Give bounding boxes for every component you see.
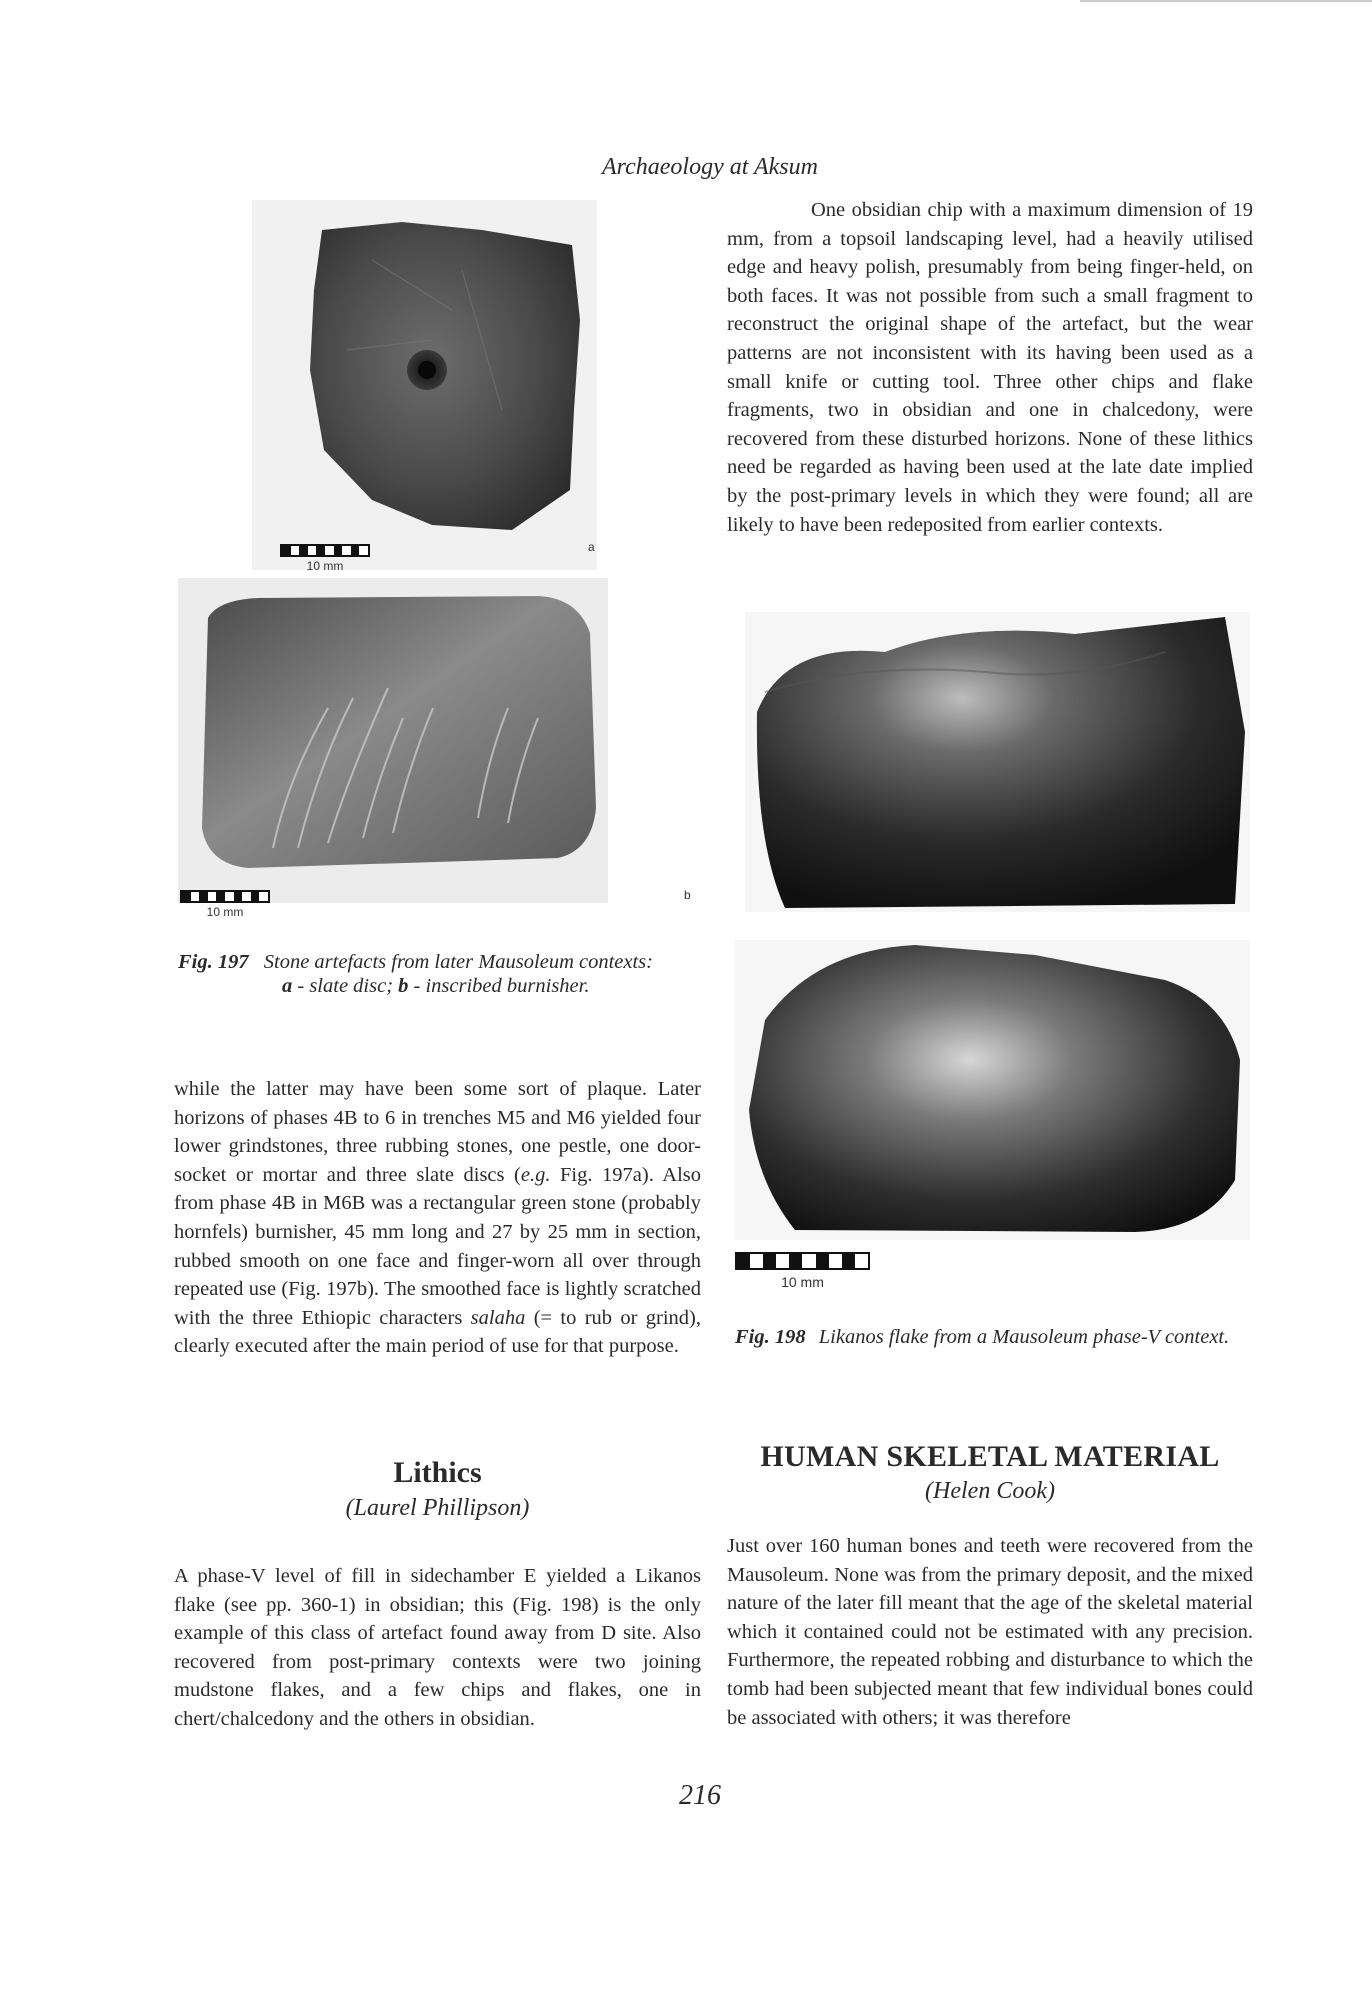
left-column-body — [174, 1075, 701, 1361]
top-rule — [1080, 0, 1372, 2]
photo-b-letter: b — [684, 888, 691, 902]
lithics-paragraph: A phase-V level of fill in sidechamber E yielded a Likanos flake (see pp. 360-1) in obsidian; this (Fig. 198) is the only example of this class of artefact found away from D site. Also recovered from post-primary contexts were two joining mudstone flakes, and a few chips and flakes, one in chert/chalcedony and the others in obsidian. — [174, 1565, 701, 1730]
photo-likanos-flake-bottom — [735, 940, 1250, 1240]
running-head: Archaeology at Aksum — [602, 154, 818, 180]
caption-a-letter: a — [282, 975, 293, 997]
caption-a-text: - slate disc; — [297, 975, 394, 997]
figure-197-number: Fig. 197 — [178, 951, 249, 973]
flake-top-image — [745, 612, 1250, 912]
lithics-heading: Lithics — [393, 1456, 482, 1489]
top-right-paragraph: One obsidian chip with a maximum dimension of 19 mm, from a topsoil landscaping level, had a heavily utilised edge and heavy polish, presumably from being finger-held, on both faces. It was not possible from such a small fragment to reconstruct the original shape of the artefact, but the wear patterns are not inconsistent with its having been used as a small knife or cutting tool. Three other chips and flake fragments, two in obsidian and one in chalcedony, were recovered from these disturbed horizons. None of these lithics need be regarded as having been used at the late date implied by the post-primary levels in which they were found; all are likely to have been redeposited from earlier contexts. — [727, 199, 1253, 536]
left-body-paragraph — [174, 1075, 701, 1361]
scale-bar-graphic — [180, 890, 270, 903]
figure-197-caption-text: Stone artefacts from later Mausoleum contexts: — [263, 951, 653, 973]
figure-198-number: Fig. 198 — [735, 1326, 806, 1348]
left-body-eg: e.g. — [520, 1163, 551, 1186]
scale-bar-a — [280, 544, 370, 573]
burnisher-image — [178, 578, 608, 903]
caption-b-text: - inscribed burnisher. — [413, 975, 590, 997]
photo-slate-disc — [252, 200, 597, 570]
left-body-text-1: while the latter may have been some sort of plaque. Later horizons of phases 4B to 6 in trenches M5 and M6 yielded four lower grindstones, three rubbing stones, one pestle, one door-socket or mortar and three slate discs ( — [174, 1078, 701, 1186]
left-body-text-2: Fig. 197a). Also from phase 4B in M6B was a rectangular green stone (probably hornfels) burnisher, 45 mm long and 27 by 25 mm in section, rubbed smooth on one face and finger-worn all over through repeated use (Fig. 197b). The smoothed face is lightly scratched with the three Ethiopic characters — [174, 1163, 701, 1329]
skeletal-body — [727, 1532, 1253, 1732]
scale-label-a: 10 mm — [306, 559, 344, 573]
figure-197-caption-continuation — [178, 974, 698, 998]
photo-inscribed-burnisher — [178, 578, 608, 903]
skeletal-author: (Helen Cook) — [925, 1478, 1055, 1504]
photo-a-letter: a — [588, 540, 595, 554]
caption-b-letter: b — [398, 975, 409, 997]
skeletal-paragraph: Just over 160 human bones and teeth were recovered from the Mausoleum. None was from the primary deposit, and the mixed nature of the later fill meant that the age of the skeletal material which it contained could not be estimated with any precision. Furthermore, the repeated robbing and disturbance to which the tomb had been subjected meant that few individual bones could be associated with others; it was therefore — [727, 1535, 1253, 1729]
scale-bar-graphic — [735, 1252, 870, 1270]
scale-bar-graphic — [280, 544, 370, 557]
left-body-text-3: (= to rub or grind), clearly executed after the main period of use for that purpose. — [174, 1306, 701, 1358]
scale-bar-198 — [735, 1252, 870, 1290]
figure-197-caption — [178, 950, 698, 998]
page-number: 216 — [679, 1780, 721, 1811]
lithics-author: (Laurel Phillipson) — [345, 1495, 530, 1521]
slate-disc-image — [252, 200, 597, 570]
top-right-column — [727, 196, 1253, 539]
skeletal-heading: HUMAN SKELETAL MATERIAL — [760, 1440, 1220, 1473]
left-body-salaha: salaha — [470, 1306, 526, 1329]
scale-label-b: 10 mm — [206, 905, 244, 919]
scale-label-198: 10 mm — [781, 1274, 824, 1290]
lithics-body — [174, 1562, 701, 1734]
flake-bottom-image — [735, 940, 1250, 1240]
figure-198-caption — [735, 1325, 1255, 1349]
scale-bar-b — [180, 890, 270, 919]
figure-198-caption-text: Likanos flake from a Mausoleum phase-V context. — [818, 1326, 1230, 1348]
photo-likanos-flake-top — [745, 612, 1250, 912]
